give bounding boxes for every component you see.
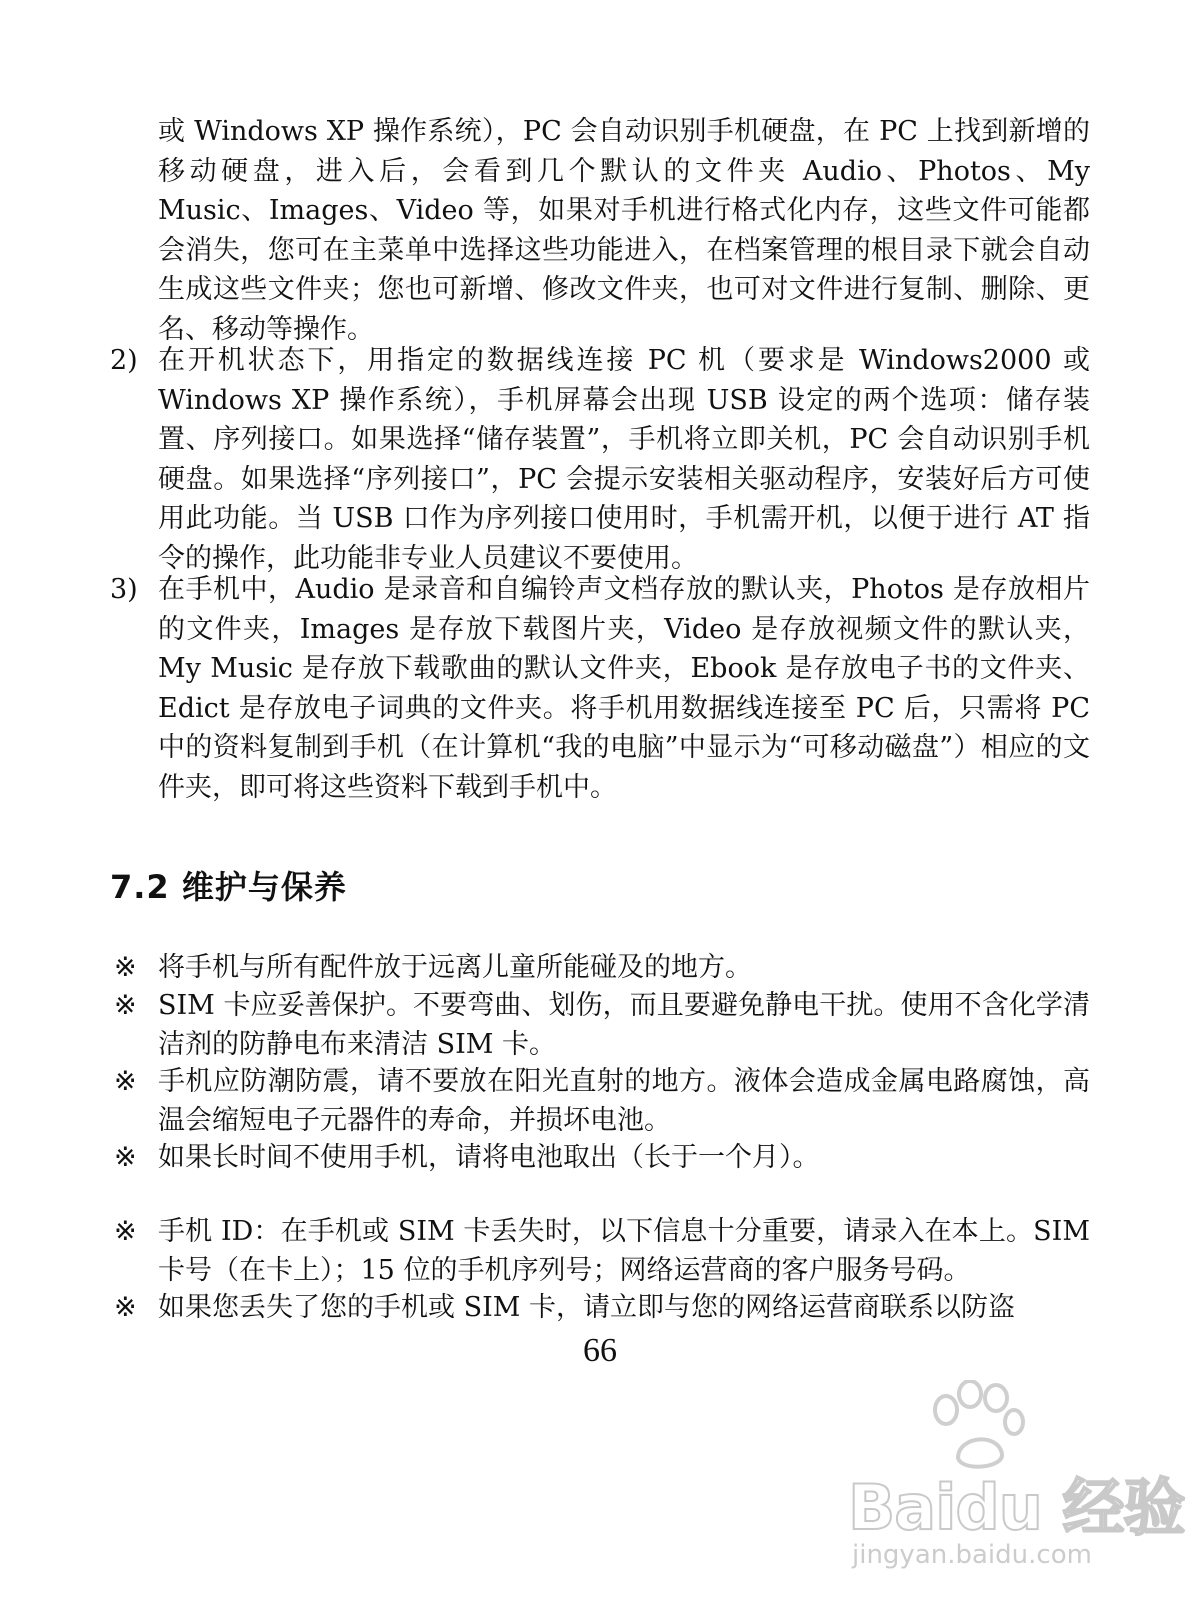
- bullet-text: SIM 卡应妥善保护。不要弯曲、划伤，而且要避免静电干扰。使用不含化学清洁剂的防静电布来清洁 SIM 卡。: [158, 990, 1090, 1060]
- bullet-text: 手机应防潮防震，请不要放在阳光直射的地方。液体会造成金属电路腐蚀，高温会缩短电子元器件的寿命，并损坏电池。: [158, 1066, 1090, 1136]
- paw-icon: [918, 1380, 1028, 1470]
- bullet-text: 如果长时间不使用手机，请将电池取出（长于一个月）。: [158, 1142, 820, 1173]
- list-item-text: 在开机状态下，用指定的数据线连接 PC 机（要求是 Windows2000 或 Windows XP 操作系统），手机屏幕会出现 USB 设定的两个选项：储存装置、序列接口。如果选择“储存装置”，手机将立即关机，PC 会自动识别手机硬盘。如果选择“序列接口”，PC 会提示安装相关驱动程序，安装好后方可使用此功能。当 USB 口作为序列接口使用时，手机需开机，以便于进行 AT 指令的操作，此功能非专业人员建议不要使用。: [158, 345, 1090, 574]
- list-marker: 2): [110, 345, 138, 376]
- reference-mark-icon: ※: [114, 1066, 137, 1097]
- bullet-item: [110, 1288, 1090, 1327]
- page-number: 66: [583, 1332, 617, 1369]
- bullet-item: [110, 948, 1090, 987]
- baidu-watermark: [848, 1380, 1185, 1590]
- list-marker: 3): [110, 574, 138, 605]
- bullet-item: [110, 1212, 1090, 1290]
- bullet-item: [110, 986, 1090, 1064]
- section-heading: 7.2 维护与保养: [110, 868, 347, 906]
- reference-mark-icon: ※: [114, 990, 137, 1021]
- bullet-text: 将手机与所有配件放于远离儿童所能碰及的地方。: [158, 952, 752, 983]
- continuation-paragraph: 或 Windows XP 操作系统），PC 会自动识别手机硬盘，在 PC 上找到新增的移动硬盘，进入后，会看到几个默认的文件夹 Audio、Photos、My Music、Images、Video 等，如果对手机进行格式化内存，这些文件可能都会消失，您可在主菜单中选择这些功能进入，在档案管理的根目录下就会自动生成这些文件夹；您也可新增、修改文件夹，也可对文件进行复制、删除、更名、移动等操作。: [158, 116, 1090, 345]
- reference-mark-icon: ※: [114, 1292, 137, 1323]
- reference-mark-icon: ※: [114, 1142, 137, 1173]
- watermark-url: jingyan.baidu.com: [852, 1540, 1092, 1570]
- reference-mark-icon: ※: [114, 1216, 137, 1247]
- bullet-text: 如果您丢失了您的手机或 SIM 卡，请立即与您的网络运营商联系以防盗: [158, 1292, 1015, 1323]
- watermark-brand: Baidu 经验: [848, 1471, 1185, 1544]
- reference-mark-icon: ※: [114, 952, 137, 983]
- bullet-item: [110, 1062, 1090, 1140]
- list-item-2: [110, 341, 1090, 579]
- bullet-text: 手机 ID：在手机或 SIM 卡丢失时，以下信息十分重要，请录入在本上。SIM 卡号（在卡上）；15 位的手机序列号；网络运营商的客户服务号码。: [158, 1216, 1090, 1286]
- list-item-3: [110, 570, 1090, 808]
- list-item-text: 在手机中，Audio 是录音和自编铃声文档存放的默认夹，Photos 是存放相片的文件夹，Images 是存放下载图片夹，Video 是存放视频文件的默认夹，My Music 是存放下载歌曲的默认文件夹，Ebook 是存放电子书的文件夹、Edict 是存放电子词典的文件夹。将手机用数据线连接至 PC 后，只需将 PC 中的资料复制到手机（在计算机“我的电脑”中显示为“可移动磁盘”）相应的文件夹，即可将这些资料下载到手机中。: [158, 574, 1090, 803]
- bullet-item: [110, 1138, 1090, 1177]
